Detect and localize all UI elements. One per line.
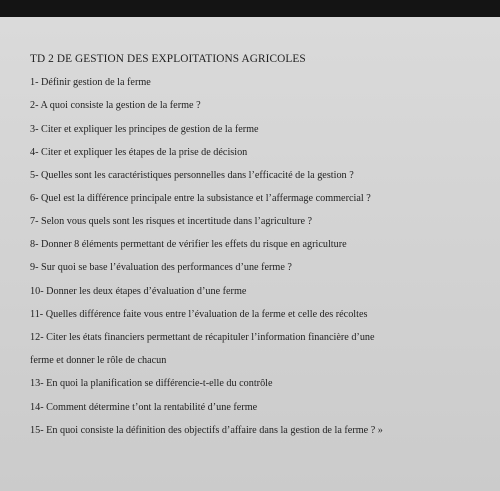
question-3: 3- Citer et expliquer les principes de gestion de la ferme (30, 124, 259, 135)
question-2: 2- A quoi consiste la gestion de la ferme ? (30, 100, 201, 111)
document-page (0, 17, 500, 491)
question-12-continued: ferme et donner le rôle de chacun (30, 355, 167, 366)
question-10: 10- Donner les deux étapes d’évaluation d’une ferme (30, 286, 247, 297)
question-7: 7- Selon vous quels sont les risques et incertitude dans l’agriculture ? (30, 216, 313, 227)
question-9: 9- Sur quoi se base l’évaluation des performances d’une ferme ? (30, 262, 292, 273)
question-11: 11- Quelles différence faite vous entre l’évaluation de la ferme et celle des récoltes (30, 309, 368, 320)
question-13: 13- En quoi la planification se différencie-t-elle du contrôle (30, 378, 273, 389)
question-5: 5- Quelles sont les caractéristiques personnelles dans l’efficacité de la gestion ? (30, 170, 354, 181)
question-4: 4- Citer et expliquer les étapes de la prise de décision (30, 147, 248, 158)
question-6: 6- Quel est la différence principale entre la subsistance et l’affermage commercial ? (30, 193, 371, 204)
top-dark-bar (0, 0, 500, 17)
question-8: 8- Donner 8 éléments permettant de vérifier les effets du risque en agriculture (30, 239, 347, 250)
question-14: 14- Comment détermine t’ont la rentabilité d’une ferme (30, 402, 258, 413)
question-12: 12- Citer les états financiers permettant de récapituler l’information financière d’une (30, 332, 375, 343)
document-title: TD 2 DE GESTION DES EXPLOITATIONS AGRICOLES (30, 53, 306, 65)
question-1: 1- Définir gestion de la ferme (30, 77, 151, 88)
question-15: 15- En quoi consiste la définition des objectifs d’affaire dans la gestion de la ferme ? » (30, 425, 383, 436)
